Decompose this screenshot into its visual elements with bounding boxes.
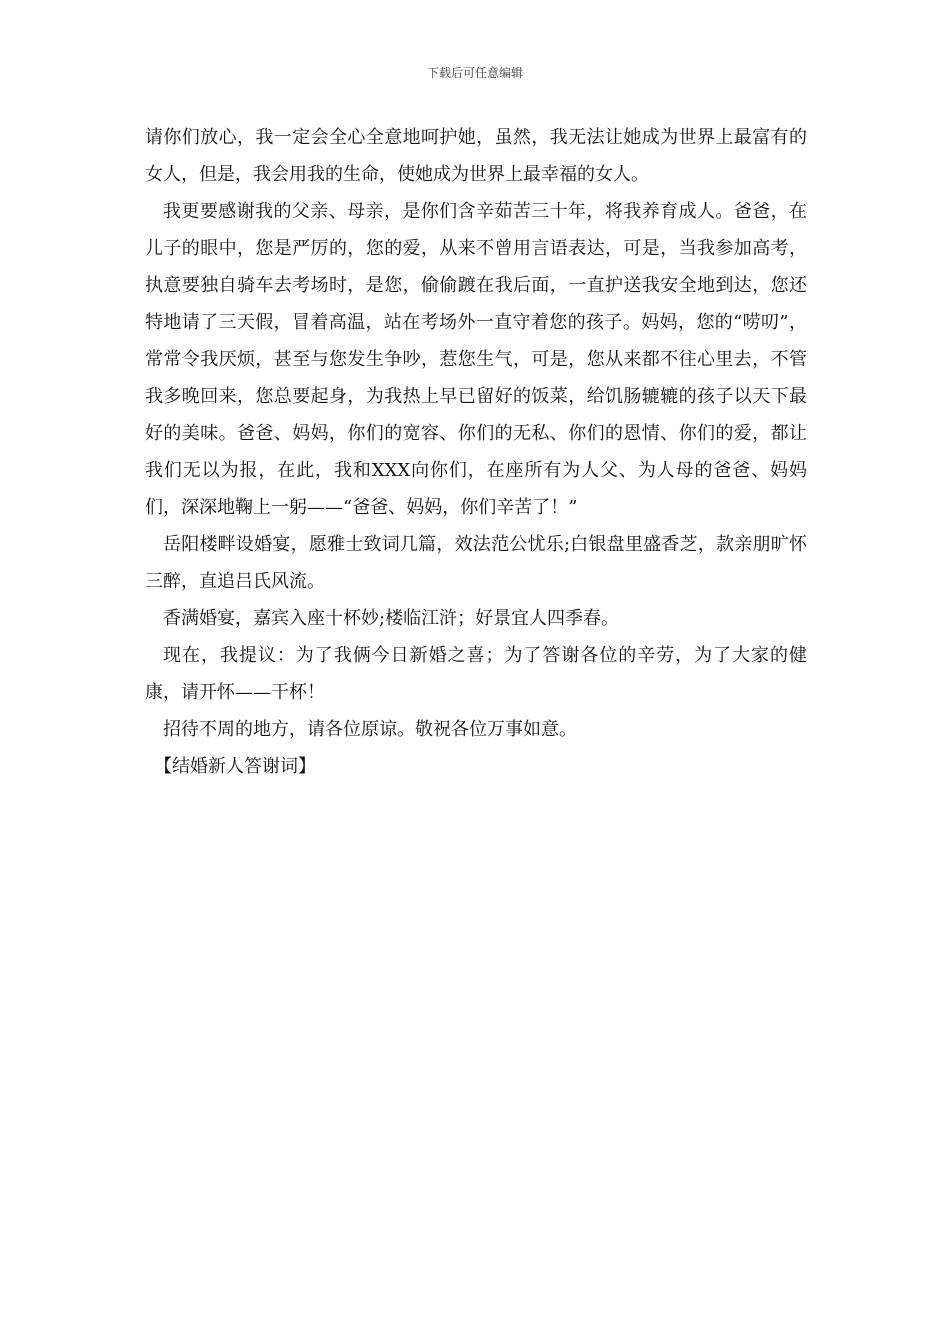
paragraph-closing: 招待不周的地方，请各位原谅。敬祝各位万事如意。 [163, 719, 577, 740]
section-title: 【结婚新人答谢词】 [154, 756, 316, 777]
paragraph-couplet-banquet: 香满婚宴，嘉宾入座十杯妙;楼临江浒；好景宜人四季春。 [163, 608, 620, 629]
paragraph-toast: 现在，我提议：为了我俩今日新婚之喜；为了答谢各位的辛劳，为了大家的健康，请开怀——干杯！ [145, 645, 807, 703]
paragraph-couplet-yueyang: 岳阳楼畔设婚宴，愿雅士致词几篇，效法范公忧乐;白银盘里盛香芝，款亲朋旷怀三醉，直追吕氏风流。 [145, 534, 807, 592]
paragraph-promise: 请你们放心，我一定会全心全意地呵护她，虽然，我无法让她成为世界上最富有的女人，但是，我会用我的生命，使她成为世界上最幸福的女人。 [145, 127, 807, 185]
page-header-note: 下载后可任意编辑 [426, 66, 523, 80]
paragraph-thanks-parents: 我更要感谢我的父亲、母亲，是你们含辛茹苦三十年，将我养育成人。爸爸，在儿子的眼中，您是严厉的，您的爱，从来不曾用言语表达，可是，当我参加高考，执意要独自骑车去考场时，是您，偷偷踱在我后面，一直护送我安全地到达，您还特地请了三天假，冒着高温，站在考场外一直守着您的孩子。妈妈，您的“唠叨”，常常令我厌烦，甚至与您发生争吵，惹您生气，可是，您从来都不往心里去，不管我多晚回来，您总要起身，为我热上早已留好的饭菜，给饥肠辘辘的孩子以天下最好的美味。爸爸、妈妈，你们的宽容、你们的无私、你们的恩情、你们的爱，都让我们无以为报，在此，我和XXX向你们，在座所有为人父、为人母的爸爸、妈妈们，深深地鞠上一躬——“爸爸、妈妈，你们辛苦了！” [145, 201, 807, 518]
document-body [145, 119, 807, 785]
